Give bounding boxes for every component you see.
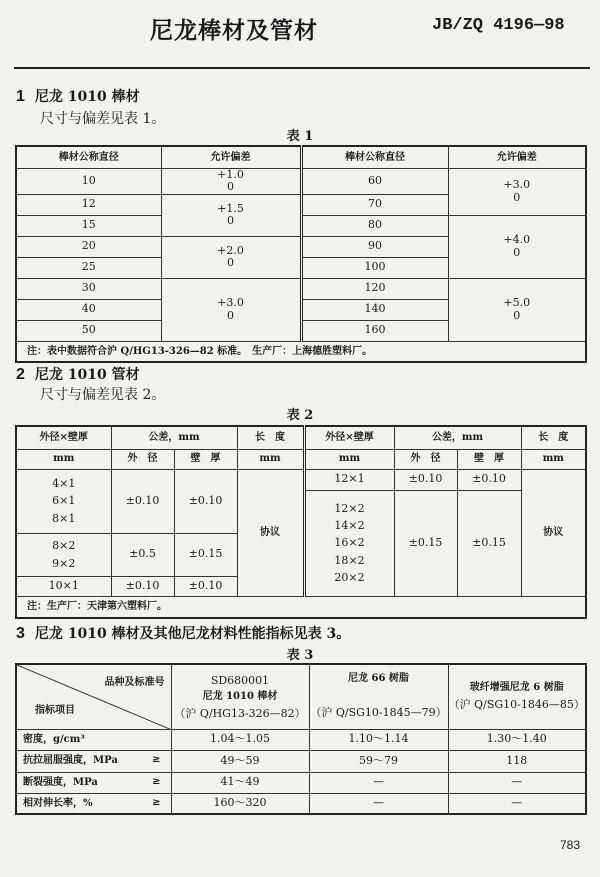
tol-lower: 0 [227,214,234,228]
value-cell: 49～59 [171,750,309,772]
diameter-cell: 12 [16,194,161,215]
tol-lower: 0 [513,190,521,204]
corner-bottom: 指标项目 [35,705,75,716]
tol-lower: 0 [227,308,234,322]
value-cell: 1.30～1.40 [448,729,586,750]
corner-header [16,664,171,729]
tolerance-cell [448,215,586,278]
tolerance-cell [161,236,301,278]
table-2 [15,425,587,619]
od-tolerance: ±0.15 [394,490,457,596]
diameter-cell: 140 [301,299,448,320]
label: 断裂强度，MPa [23,776,98,788]
comparator: ≥ [152,753,161,765]
table-1 [15,145,587,363]
section-1-text: 尺寸与偏差见表 1。 [40,111,166,127]
size: 18×2 [334,553,365,567]
tol-lower: 0 [227,256,234,270]
wall-tolerance: ±0.10 [174,576,237,596]
size: 8×2 [52,539,76,553]
tolerance-cell [161,168,301,194]
header-rule [14,67,590,69]
column-header [309,664,448,729]
wall-tolerance: ±0.10 [457,469,521,490]
line: SD680001 [210,673,270,687]
line: （沪 Q/HG13-326—82） [174,706,306,720]
header-tolerance: 公差，mm [394,426,521,449]
wall-tolerance: ±0.10 [174,469,237,533]
diameter-cell: 30 [16,278,161,299]
value-cell: 118 [448,750,586,772]
line: 尼龙 1010 棒材 [202,691,278,702]
diameter-cell: 15 [16,215,161,236]
diameter-cell: 160 [301,320,448,341]
wall-tolerance: ±0.15 [174,533,237,576]
od-tolerance: ±0.10 [394,469,457,490]
header-length: 长 度 [237,426,304,449]
diameter-cell: 10 [16,168,161,194]
header-cell: 棒材公称直径 [16,146,161,168]
tol-upper: +3.0 [217,296,244,310]
table-1-caption: 表 1 [286,129,314,144]
diameter-cell: 90 [301,236,448,257]
row-label [16,750,171,772]
value-cell: 1.04～1.05 [171,729,309,750]
diameter-cell: 100 [301,257,448,278]
diameter-cell: 70 [301,194,448,215]
header-size: 外径×壁厚 [16,426,111,449]
size: 12×2 [334,502,365,516]
value-cell: — [309,793,448,814]
section-number: 2 [16,366,25,383]
value-cell: 160～320 [171,793,309,814]
header-unit: mm [304,449,394,469]
tol-upper: +3.0 [503,178,531,191]
size: 4×1 [52,477,76,491]
size: 6×1 [52,494,76,508]
column-header [171,664,309,729]
table-2-caption: 表 2 [286,408,314,423]
header-length: 长 度 [521,426,586,449]
comparator: ≥ [152,796,161,808]
header-unit: mm [237,449,304,469]
section-title: 尼龙 1010 棒材及其他尼龙材料性能指标见表 3。 [34,626,351,642]
row-label [16,729,171,750]
tol-lower: 0 [513,308,521,322]
size-cell [16,469,111,533]
value-cell: 1.10～1.14 [309,729,448,750]
diameter-cell: 40 [16,299,161,320]
line [310,687,448,704]
standard-number: JB/ZQ 4196—98 [432,16,565,35]
table-3 [15,663,587,815]
tolerance-cell [161,278,301,341]
section-3-heading [16,623,350,643]
row-label [16,793,171,814]
size: 8×1 [52,511,76,525]
diameter-cell: 20 [16,236,161,257]
header-unit: mm [16,449,111,469]
value-cell: — [309,772,448,793]
header-cell: 棒材公称直径 [301,146,448,168]
tol-upper: +5.0 [503,296,531,310]
section-2-text: 尺寸与偏差见表 2。 [40,387,166,403]
od-tolerance: ±0.10 [111,469,174,533]
header-wall: 壁 厚 [174,449,237,469]
section-title: 尼龙 1010 管材 [34,367,140,383]
header-unit: mm [521,449,586,469]
section-number: 1 [16,88,25,105]
line: （沪 Q/SG10-1846—85） [448,697,585,711]
header-cell: 允许偏差 [161,146,301,168]
line: 尼龙 66 树脂 [348,673,409,684]
diameter-cell: 50 [16,320,161,341]
size: 14×2 [334,519,365,533]
document-title: 尼龙棒材及管材 [150,17,318,44]
line: 玻纤增强尼龙 6 树脂 [469,682,564,694]
tol-upper: +1.5 [217,201,244,215]
header-wall: 壁 厚 [457,449,521,469]
diameter-cell: 120 [301,278,448,299]
corner-top: 品种及标准号 [104,677,165,688]
tol-lower: 0 [227,180,234,194]
value-cell: — [448,772,586,793]
size-cell: 12×1 [304,469,394,490]
section-title: 尼龙 1010 棒材 [34,89,140,105]
tol-upper: +1.0 [217,167,244,181]
header-tolerance: 公差，mm [111,426,237,449]
od-tolerance: ±0.10 [111,576,174,596]
table-1-note: 注：表中数据符合沪 Q/HG13-326—82 标准。 生产厂：上海德胜塑料厂。 [16,341,586,362]
tolerance-cell [448,278,586,341]
label: 相对伸长率，% [23,797,93,809]
tol-upper: +4.0 [503,233,531,247]
value-cell: 59～79 [309,750,448,772]
size: 16×2 [334,536,365,550]
label: 抗拉屈服强度，MPa [23,755,118,767]
size: 20×2 [334,570,365,584]
diameter-cell: 80 [301,215,448,236]
column-header [448,664,586,729]
header-od: 外 径 [111,449,174,469]
tolerance-cell [161,194,301,236]
section-1-heading [16,86,140,106]
page-number: 783 [560,838,581,852]
length-cell: 协议 [237,469,304,596]
tol-upper: +2.0 [217,243,244,257]
size: 9×2 [52,556,76,570]
line: （沪 Q/SG10-1845—79） [310,705,447,719]
header-size: 外径×壁厚 [304,426,394,449]
od-tolerance: ±0.5 [111,533,174,576]
row-label [16,772,171,793]
size-cell: 10×1 [16,576,111,596]
tol-lower: 0 [513,245,521,259]
comparator: ≥ [152,775,161,787]
diagonal-line [17,665,172,730]
section-2-heading [16,364,140,384]
size-cell [16,533,111,576]
header-cell: 允许偏差 [448,146,586,168]
table-3-caption: 表 3 [286,648,314,663]
diameter-cell: 25 [16,257,161,278]
table-2-note: 注：生产厂：天津第六塑料厂。 [16,596,586,618]
wall-tolerance: ±0.15 [457,490,521,596]
size-cell [304,490,394,596]
tolerance-cell [448,168,586,215]
label: 密度，g/cm³ [23,733,85,745]
diameter-cell: 60 [301,168,448,194]
length-cell: 协议 [521,469,586,596]
value-cell: — [448,793,586,814]
value-cell: 41～49 [171,772,309,793]
section-number: 3 [16,625,25,642]
header-od: 外 径 [394,449,457,469]
